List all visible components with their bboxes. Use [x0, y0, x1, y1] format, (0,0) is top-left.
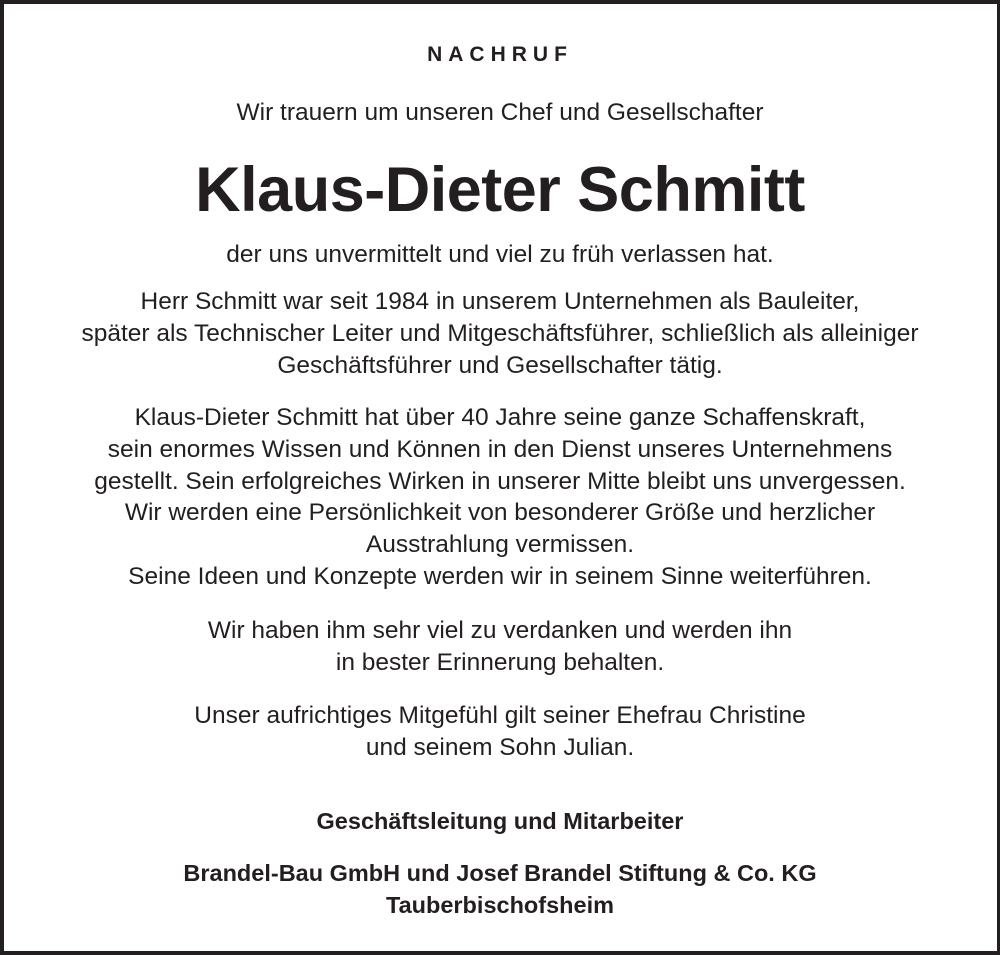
text-line: Ausstrahlung vermissen.	[365, 531, 635, 559]
text-line: Wir werden eine Persönlichkeit von besonderer Größe und herzlicher	[124, 499, 876, 527]
text-line: Unser aufrichtiges Mitgefühl gilt seiner Ehefrau Christine	[194, 702, 806, 729]
text-line: gestellt. Sein erfolgreiches Wirken in unserer Mitte bleibt uns unvergessen.	[94, 467, 906, 495]
paragraph-gratitude	[0, 615, 1000, 679]
paragraph-tribute	[0, 402, 1000, 593]
signature-city: Tauberbischofsheim	[385, 892, 615, 918]
intro-line: Wir trauern um unseren Chef und Gesellschafter	[236, 99, 764, 126]
signature-company: Brandel-Bau GmbH und Josef Brandel Stiftung & Co. KG	[183, 860, 817, 886]
heading-nachruf: NACHRUF	[427, 43, 573, 66]
text-line: Seine Ideen und Konzepte werden wir in seinem Sinne weiterführen.	[128, 562, 872, 590]
text-line: Klaus-Dieter Schmitt hat über 40 Jahre seine ganze Schaffenskraft,	[134, 404, 866, 431]
text-line: später als Technischer Leiter und Mitgeschäftsführer, schließlich als alleiniger	[81, 320, 919, 347]
deceased-name: Klaus-Dieter Schmitt	[195, 155, 805, 225]
paragraph-condolence	[0, 700, 1000, 764]
text-line: und seinem Sohn Julian.	[365, 734, 635, 761]
text-line: Geschäftsführer und Gesellschafter tätig.	[277, 352, 723, 379]
text-line: Herr Schmitt war seit 1984 in unserem Unternehmen als Bauleiter,	[140, 288, 860, 315]
text-line: Wir haben ihm sehr viel zu verdanken und werden ihn	[207, 617, 793, 644]
text-line: in bester Erinnerung behalten.	[335, 649, 665, 676]
text-line: sein enormes Wissen und Können in den Dienst unseres Unternehmens	[107, 435, 893, 463]
subline: der uns unvermittelt und viel zu früh verlassen hat.	[226, 241, 774, 268]
paragraph-career	[0, 286, 1000, 382]
signature-group: Geschäftsleitung und Mitarbeiter	[316, 808, 684, 834]
